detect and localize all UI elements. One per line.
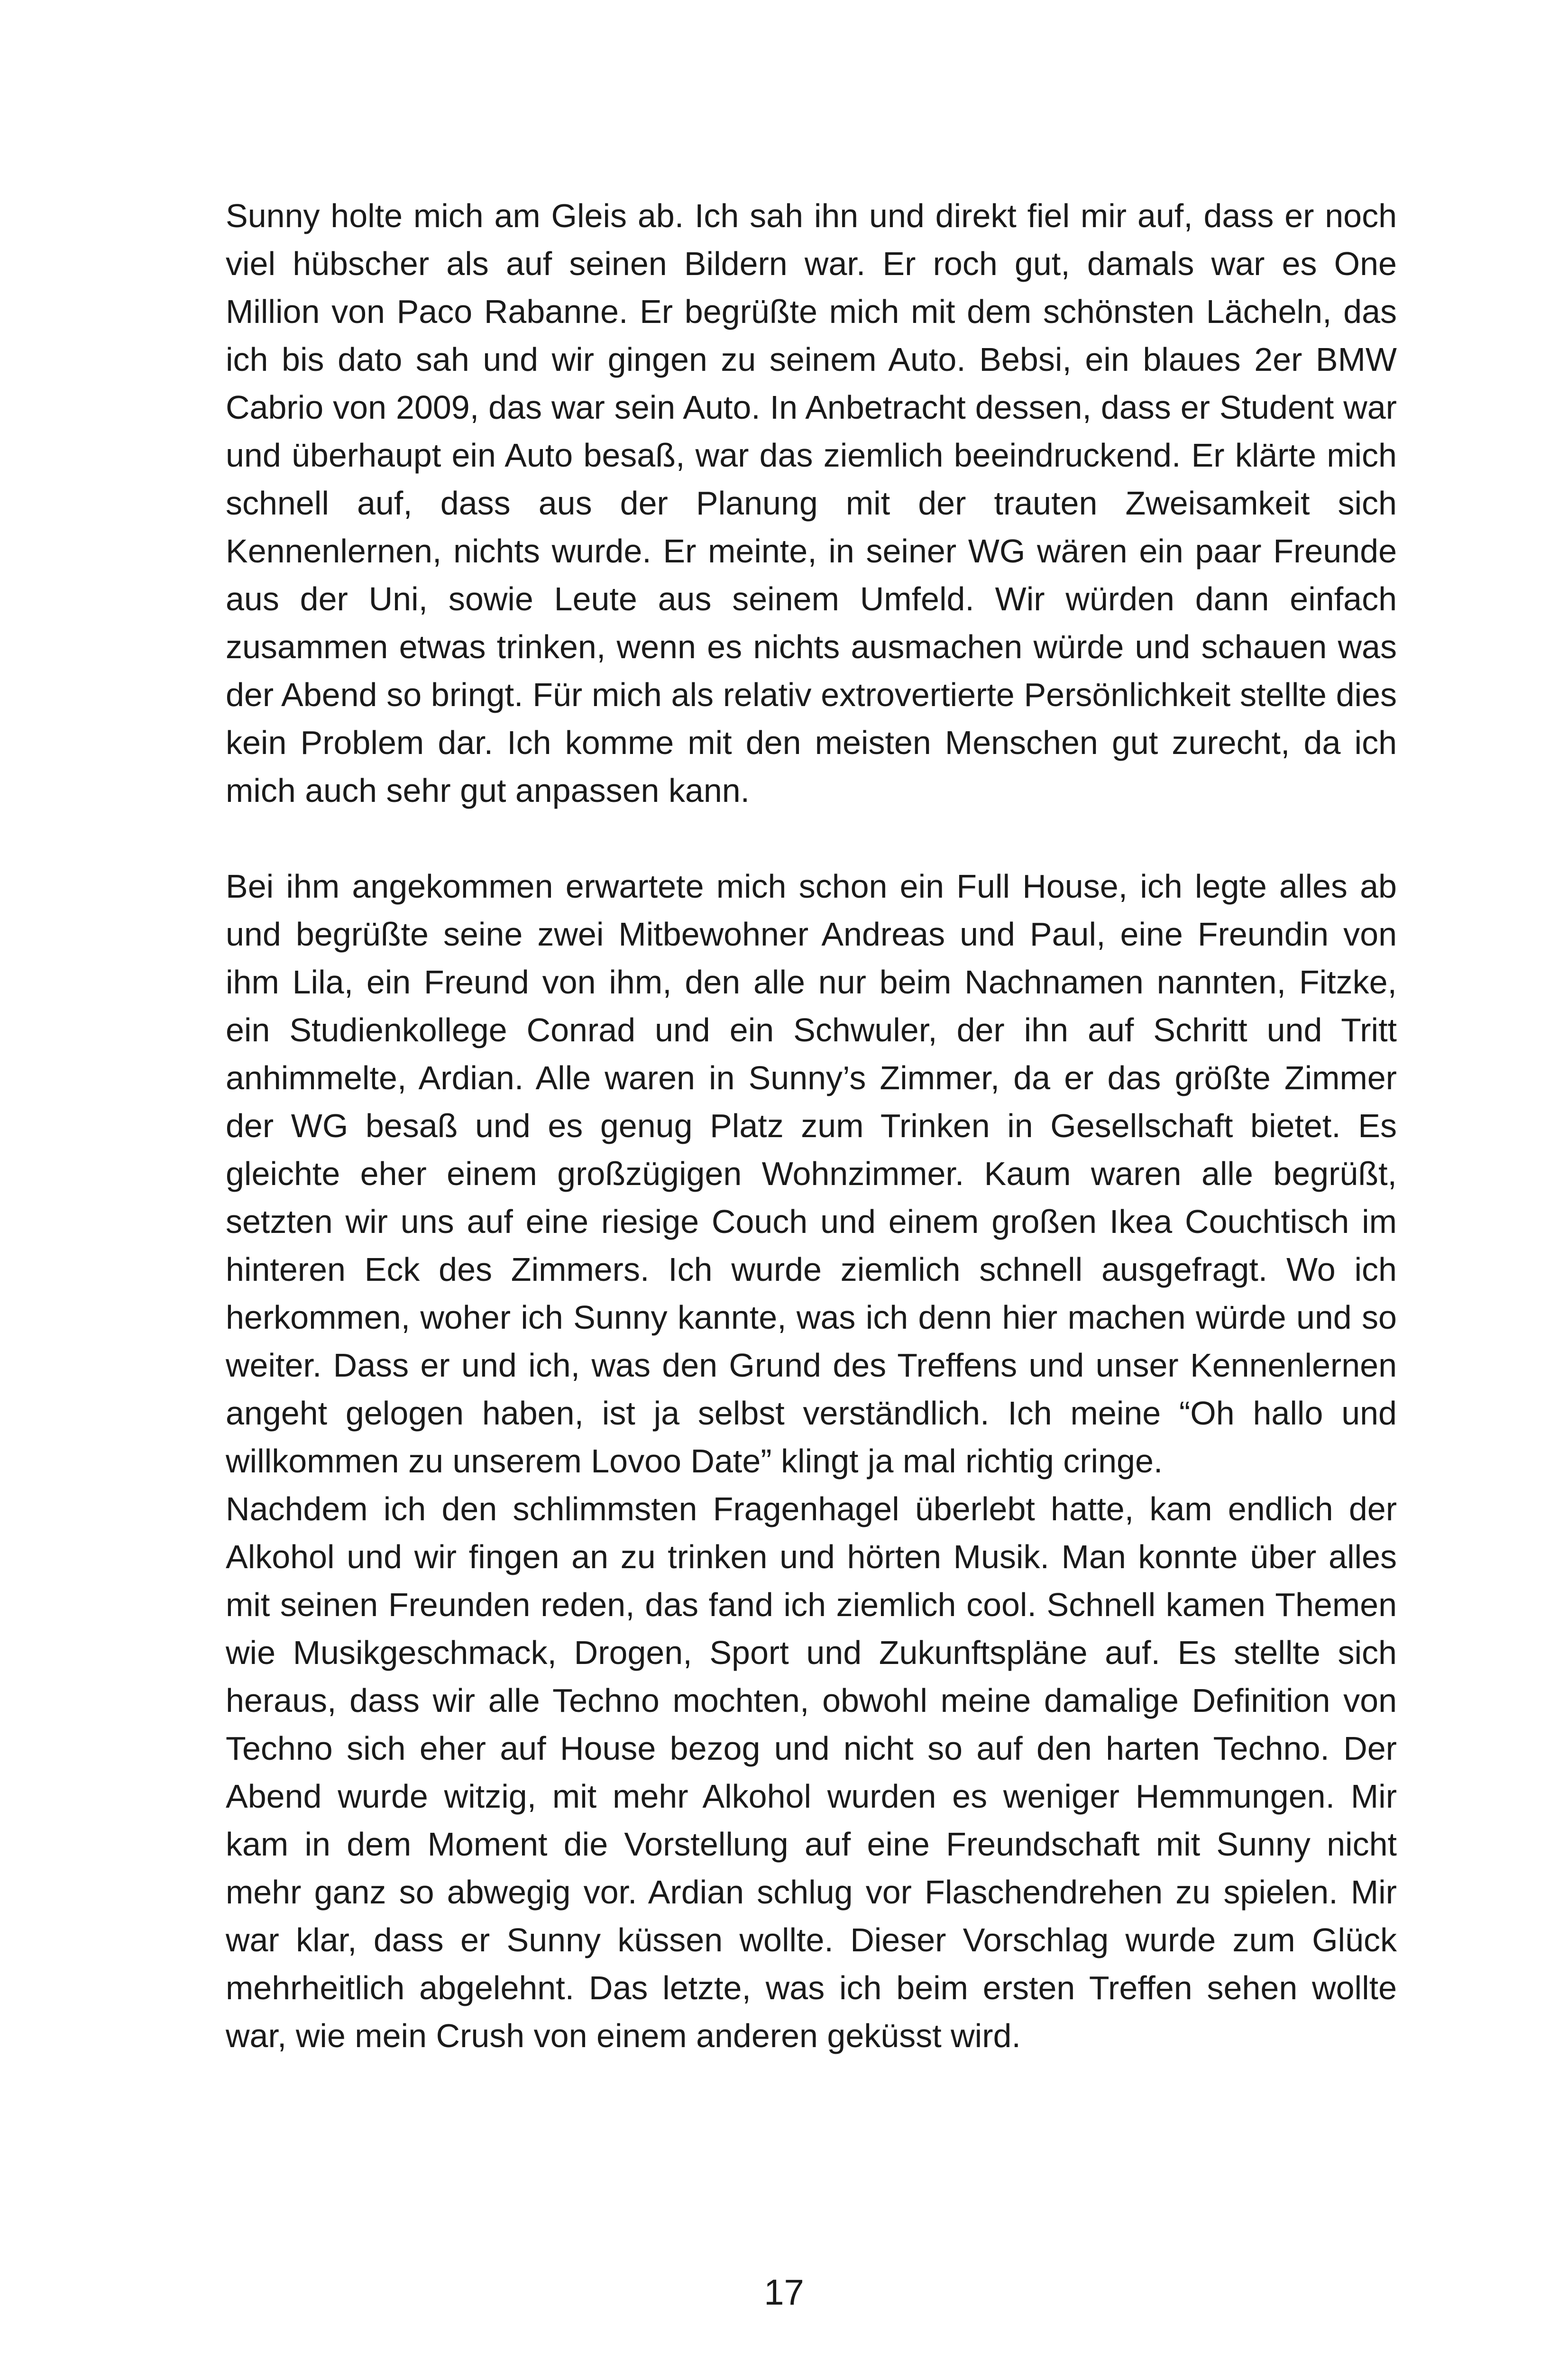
paragraph-2: Bei ihm angekommen erwartete mich schon ein Full House, ich legte alles ab und begrüßte seine zwei Mitbewohner Andreas und Paul, eine Freundin von ihm Lila, ein Freund von ihm, den alle nur beim Nachnamen nannten, Fitzke, ein Studienkollege Conrad und ein Schwuler, der ihn auf Schritt und Tritt anhimmelte, Ardian. Alle waren in Sunny’s Zimmer, da er das größte Zimmer der WG besaß und es genug Platz zum Trinken in Gesellschaft bietet. Es gleichte eher einem großzügigen Wohnzimmer. Kaum waren alle begrüßt, setzten wir uns auf eine riesige Couch und einem großen Ikea Couchtisch im hinteren Eck des Zimmers. Ich wurde ziemlich schnell ausgefragt. Wo ich herkommen, woher ich Sunny kannte, was ich denn hier machen würde und so weiter. Dass er und ich, was den Grund des Treffens und unser Kennenlernen angeht gelogen haben, ist ja selbst verständlich. Ich meine “Oh hallo und willkommen zu unserem Lovoo Date” klingt ja mal richtig cringe. (226, 868, 1397, 1480)
paragraph-1: Sunny holte mich am Gleis ab. Ich sah ihn und direkt fiel mir auf, dass er noch viel hübscher als auf seinen Bildern war. Er roch gut, damals war es One Million von Paco Rabanne. Er begrüßte mich mit dem schönsten Lächeln, das ich bis dato sah und wir gingen zu seinem Auto. Bebsi, ein blaues 2er BMW Cabrio von 2009, das war sein Auto. In Anbetracht dessen, dass er Student war und überhaupt ein Auto besaß, war das ziemlich beeindruckend. Er klärte mich schnell auf, dass aus der Planung mit der trauten Zweisamkeit sich Kennenlernen, nichts wurde. Er meinte, in seiner WG wären ein paar Freunde aus der Uni, sowie Leute aus seinem Umfeld. Wir würden dann einfach zusammen etwas trinken, wenn es nichts ausmachen würde und schauen was der Abend so bringt. Für mich als relativ extrovertierte Persönlichkeit stellte dies kein Problem dar. Ich komme mit den meisten Menschen gut zurecht, da ich mich auch sehr gut anpassen kann. (226, 197, 1397, 809)
body-text (226, 192, 1397, 2060)
page-number: 17 (764, 2272, 804, 2313)
paragraph-3: Nachdem ich den schlimmsten Fragenhagel überlebt hatte, kam endlich der Alkohol und wir fingen an zu trinken und hörten Musik. Man konnte über alles mit seinen Freunden reden, das fand ich ziemlich cool. Schnell kamen Themen wie Musikgeschmack, Drogen, Sport und Zukunftspläne auf. Es stellte sich heraus, dass wir alle Techno mochten, obwohl meine damalige Definition von Techno sich eher auf House bezog und nicht so auf den harten Techno. Der Abend wurde witzig, mit mehr Alkohol wurden es weniger Hemmungen. Mir kam in dem Moment die Vorstellung auf eine Freundschaft mit Sunny nicht mehr ganz so abwegig vor. Ardian schlug vor Flaschendrehen zu spielen. Mir war klar, dass er Sunny küssen wollte. Dieser Vorschlag wurde zum Glück mehrheitlich abgelehnt. Das letzte, was ich beim ersten Treffen sehen wollte war, wie mein Crush von einem anderen geküsst wird. (226, 1490, 1397, 2054)
